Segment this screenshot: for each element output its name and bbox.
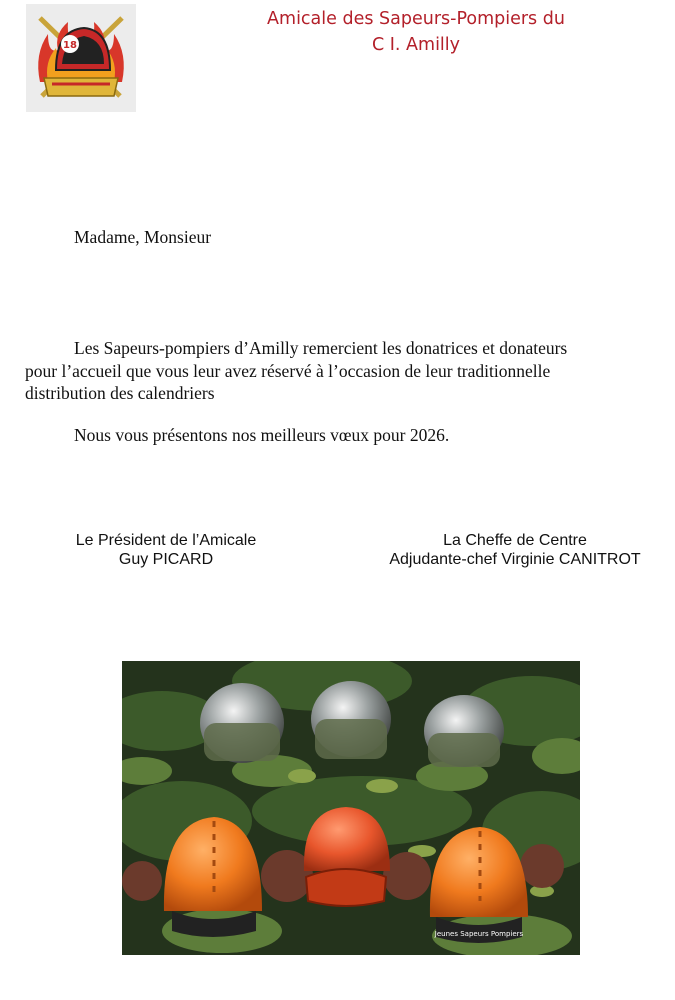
salutation: Madame, Monsieur <box>74 227 212 247</box>
orange-helmet-center <box>304 807 390 906</box>
firefighter-helmet-emblem-icon <box>26 4 136 112</box>
signature-centre-chief <box>380 531 650 569</box>
amicale-logo <box>26 4 136 112</box>
body-line-2: pour l’accueil que vous leur avez réservé à l’occasion de leur traditionnelle <box>25 360 551 381</box>
centre-chief-name: Adjudante-chef Virginie CANITROT <box>389 551 641 568</box>
association-title-line1: Amicale des Sapeurs-Pompiers du <box>267 9 565 29</box>
chrome-helmet-right <box>424 695 504 767</box>
logo-badge-number: 18 <box>63 40 77 51</box>
body-line-1: Les Sapeurs-pompiers d’Amilly remercient les donatrices et donateurs <box>74 338 568 358</box>
helmets-photo <box>122 661 580 955</box>
helmet-band-text: Jeunes Sapeurs Pompiers <box>434 930 524 938</box>
chrome-helmet-left <box>200 683 284 763</box>
centre-chief-title: La Cheffe de Centre <box>443 532 587 549</box>
signature-president <box>60 531 272 569</box>
association-title-line2: C I. Amilly <box>371 35 461 55</box>
chrome-helmet-center <box>311 681 391 759</box>
new-year-wishes: Nous vous présentons nos meilleurs vœux pour 2026. <box>74 425 450 445</box>
helmets-foliage-illustration <box>122 661 580 955</box>
president-title: Le Président de l’Amicale <box>75 532 257 549</box>
thank-you-paragraph <box>25 337 625 405</box>
president-name: Guy PICARD <box>118 551 214 568</box>
association-title <box>250 6 582 58</box>
body-line-3: distribution des calendriers <box>25 383 215 403</box>
